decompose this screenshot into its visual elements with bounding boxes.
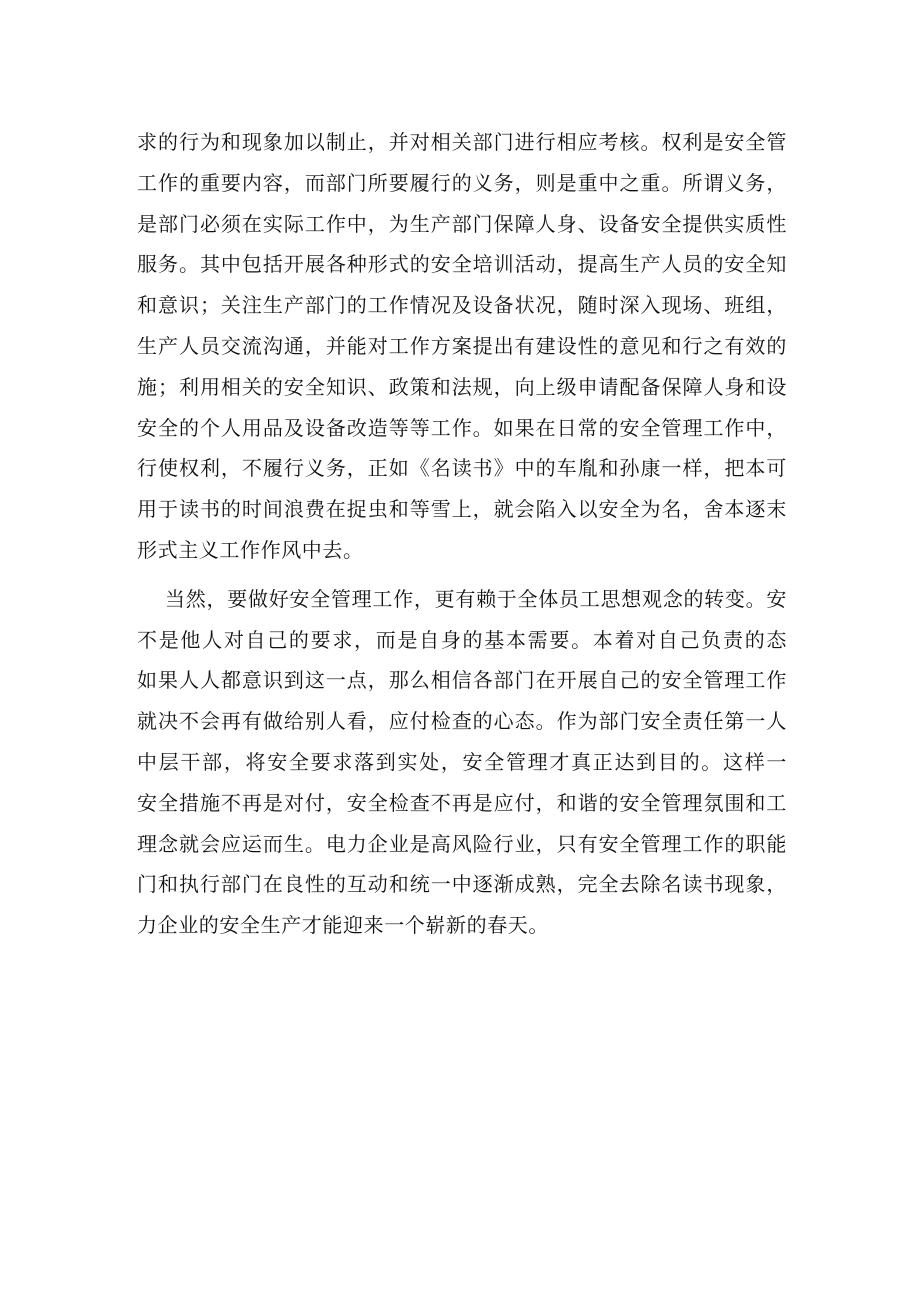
text-line: 当然，要做好安全管理工作，更有赖于全体员工思想观念的转变。安 bbox=[165, 586, 787, 611]
text-line: 就决不会再有做给别人看，应付检查的心态。作为部门安全责任第一人 bbox=[137, 709, 787, 734]
text-line: 行使权利，不履行义务，正如《名读书》中的车胤和孙康一样，把本可 bbox=[137, 456, 787, 481]
paragraph-1 bbox=[137, 122, 787, 571]
text-line: 力企业的安全生产才能迎来一个崭新的春天。 bbox=[137, 913, 549, 938]
text-line: 生产人员交流沟通，并能对工作方案提出有建设性的意见和行之有效的 bbox=[137, 333, 787, 358]
text-line: 是部门必须在实际工作中，为生产部门保障人身、设备安全提供实质性 bbox=[137, 211, 787, 236]
paragraph-2 bbox=[137, 579, 787, 946]
text-line: 不是他人对自己的要求，而是自身的基本需要。本着对自己负责的态 bbox=[137, 627, 787, 652]
text-line: 中层干部，将安全要求落到实处，安全管理才真正达到目的。这样一 bbox=[137, 749, 787, 774]
text-line: 理念就会应运而生。电力企业是高风险行业，只有安全管理工作的职能 bbox=[137, 831, 787, 856]
text-line: 用于读书的时间浪费在捉虫和等雪上，就会陷入以安全为名，舍本逐末 bbox=[137, 497, 787, 522]
text-line: 施；利用相关的安全知识、政策和法规，向上级申请配备保障人身和设 bbox=[137, 374, 787, 399]
text-line: 安全的个人用品及设备改造等等工作。如果在日常的安全管理工作中， bbox=[137, 415, 787, 440]
text-line: 求的行为和现象加以制止，并对相关部门进行相应考核。权利是安全管 bbox=[137, 130, 787, 154]
text-line: 工作的重要内容，而部门所要履行的义务，则是重中之重。所谓义务， bbox=[137, 170, 787, 195]
document-body bbox=[137, 122, 787, 946]
text-line: 门和执行部门在良性的互动和统一中逐渐成熟，完全去除名读书现象， bbox=[137, 872, 787, 897]
text-line: 服务。其中包括开展各种形式的安全培训活动，提高生产人员的安全知 bbox=[137, 252, 787, 277]
text-line: 和意识；关注生产部门的工作情况及设备状况，随时深入现场、班组， bbox=[137, 293, 787, 318]
paragraph-gap bbox=[137, 571, 787, 579]
text-line: 安全措施不再是对付，安全检查不再是应付，和谐的安全管理氛围和工 bbox=[137, 790, 787, 815]
text-line: 形式主义工作作风中去。 bbox=[137, 537, 364, 562]
text-line: 如果人人都意识到这一点，那么相信各部门在开展自己的安全管理工作 bbox=[137, 668, 787, 693]
